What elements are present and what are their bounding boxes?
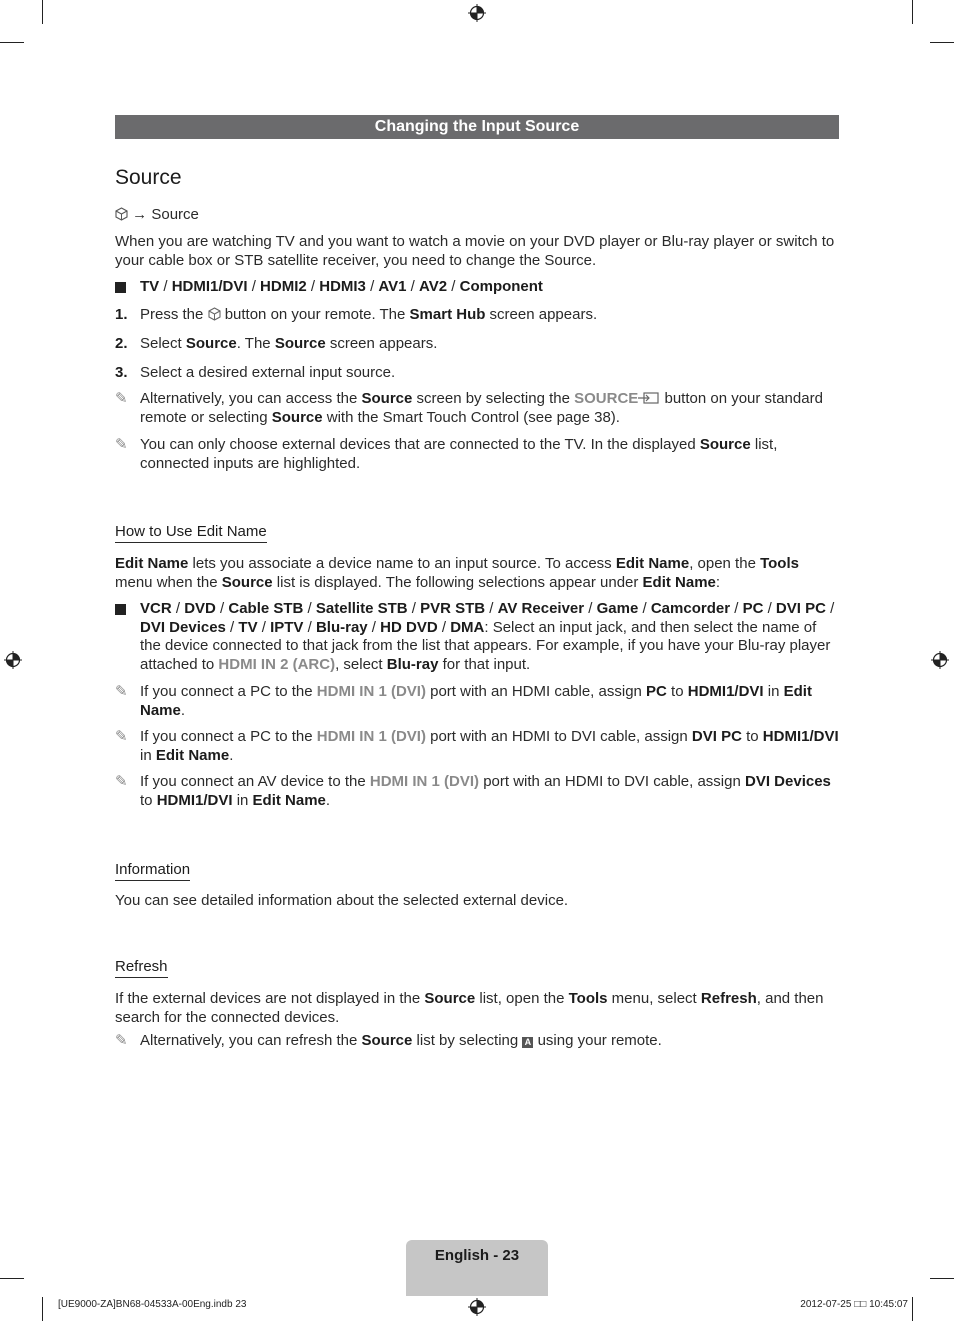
note-pencil-icon: ✎ bbox=[115, 436, 128, 453]
emphasis-text: HDMI1/DVI bbox=[687, 683, 764, 700]
emphasis-text: Camcorder bbox=[650, 600, 731, 617]
emphasis-text: HDMI3 bbox=[319, 278, 366, 295]
print-timestamp: 2012-07-25 □□ 10:45:07 bbox=[800, 1299, 908, 1310]
emphasis-text: Source bbox=[699, 436, 751, 453]
a-button-icon: A bbox=[522, 1037, 533, 1048]
step-text: Select a desired external input source. bbox=[140, 364, 396, 381]
note-text: Alternatively, you can access the Source screen by selecting the SOURCE button on your standard remote or selecting Source with the Smart Touch Control (see page 38). bbox=[140, 390, 823, 426]
edit-name-intro: Edit Name lets you associate a device name to an input source. To access Edit Name, open the Tools menu when the Source list is displayed. The following selections appear under Edit Name: bbox=[115, 555, 799, 591]
emphasis-text: HDMI IN 1 (DVI) bbox=[316, 683, 426, 700]
step-number: 3. bbox=[115, 364, 128, 381]
emphasis-text: PVR STB bbox=[420, 600, 486, 617]
note-text: If you connect a PC to the HDMI IN 1 (DVI) port with an HDMI to DVI cable, assign DVI PC to HDMI1/DVI in Edit Name. bbox=[140, 728, 839, 764]
registration-mark-icon bbox=[468, 4, 486, 22]
page-number-tab bbox=[406, 1240, 548, 1296]
refresh-heading: Refresh bbox=[115, 958, 168, 978]
step-number: 1. bbox=[115, 306, 128, 323]
emphasis-text: Tools bbox=[568, 990, 608, 1007]
refresh-intro: If the external devices are not displayed in the Source list, open the Tools menu, select Refresh, and then search for the connected devices. bbox=[115, 990, 824, 1026]
emphasis-text: Edit Name bbox=[115, 555, 189, 572]
page-title: Source bbox=[115, 166, 182, 189]
menu-path-arrow: → bbox=[132, 206, 148, 223]
emphasis-text: Game bbox=[596, 600, 639, 617]
note-pencil-icon: ✎ bbox=[115, 390, 128, 407]
crop-mark bbox=[42, 1297, 43, 1321]
emphasis-text: DVI PC bbox=[775, 600, 826, 617]
step-text: Select Source. The Source screen appears. bbox=[140, 335, 438, 352]
emphasis-text: HDMI1/DVI bbox=[171, 278, 248, 295]
crop-mark bbox=[0, 1278, 24, 1279]
section-header: Changing the Input Source bbox=[115, 115, 839, 139]
intro-paragraph: When you are watching TV and you want to watch a movie on your DVD player or Blu-ray player or switch to your cable box or STB satellite receiver, you need to change the Source. bbox=[115, 233, 835, 269]
note-pencil-icon: ✎ bbox=[115, 1032, 128, 1049]
note-text: If you connect an AV device to the HDMI IN 1 (DVI) port with an HDMI to DVI cable, assign DVI Devices to HDMI1/DVI in Edit Name. bbox=[140, 773, 831, 809]
emphasis-text: Edit Name bbox=[155, 746, 230, 764]
emphasis-text: Refresh bbox=[700, 990, 757, 1007]
note-pencil-icon: ✎ bbox=[115, 728, 128, 745]
emphasis-text: Source bbox=[361, 390, 413, 407]
emphasis-text: Edit Name bbox=[140, 683, 812, 719]
emphasis-text: PC bbox=[646, 683, 667, 700]
emphasis-text: IPTV bbox=[270, 618, 304, 636]
source-input-icon bbox=[638, 391, 660, 405]
crop-mark bbox=[912, 1297, 913, 1321]
step-number: 2. bbox=[115, 335, 128, 352]
emphasis-text: Edit Name bbox=[252, 791, 326, 809]
emphasis-text: HDMI IN 1 (DVI) bbox=[369, 773, 480, 790]
source-list-text: TV / HDMI1/DVI / HDMI2 / HDMI3 / AV1 / AV2 / Component bbox=[140, 278, 543, 295]
edit-name-options-text: VCR / DVD / Cable STB / Satellite STB / PVR STB / AV Receiver / Game / Camcorder / PC / DVI PC / DVI Devices / TV / IPTV / Blu-ray / HD DVD / DMA: Select an input jack, and then select the name of the device connected to that jack from the list that appears. For example, if you have your Blu-ray player attached to HDMI IN 2 (ARC), select Blu-ray for that input. bbox=[140, 600, 835, 673]
menu-path-label: Source bbox=[151, 206, 199, 223]
registration-mark-icon bbox=[4, 651, 22, 669]
step-text: Press the button on your remote. The Smart Hub screen appears. bbox=[140, 306, 598, 323]
emphasis-text: Edit Name bbox=[615, 555, 690, 572]
emphasis-text: VCR bbox=[140, 600, 172, 617]
emphasis-text: HDMI IN 2 (ARC) bbox=[218, 655, 336, 673]
emphasis-text: Cable STB bbox=[228, 600, 304, 617]
emphasis-text: AV Receiver bbox=[497, 600, 585, 617]
emphasis-text: Source bbox=[221, 573, 273, 591]
bullet-square-icon bbox=[115, 282, 126, 293]
emphasis-text: Source bbox=[361, 1032, 413, 1049]
smart-hub-icon bbox=[208, 307, 221, 321]
crop-mark bbox=[912, 0, 913, 24]
emphasis-text: Source bbox=[271, 408, 323, 426]
emphasis-text: Source bbox=[424, 990, 476, 1007]
emphasis-text: TV bbox=[238, 618, 258, 636]
smart-hub-icon bbox=[115, 207, 128, 221]
registration-mark-icon bbox=[468, 1298, 486, 1316]
emphasis-text: DVI PC bbox=[691, 728, 742, 745]
crop-mark bbox=[930, 42, 954, 43]
emphasis-text: TV bbox=[140, 278, 160, 295]
emphasis-text: HDMI1/DVI bbox=[762, 728, 839, 745]
note-text: You can only choose external devices that are connected to the TV. In the displayed Source list, connected inputs are highlighted. bbox=[140, 436, 778, 472]
emphasis-text: Component bbox=[459, 278, 543, 295]
emphasis-text: PC bbox=[742, 600, 764, 617]
emphasis-text: SOURCE bbox=[574, 390, 639, 407]
note-pencil-icon: ✎ bbox=[115, 683, 128, 700]
emphasis-text: HDMI1/DVI bbox=[156, 791, 233, 809]
emphasis-text: AV1 bbox=[378, 278, 407, 295]
emphasis-text: DVI Devices bbox=[140, 618, 226, 636]
emphasis-text: Edit Name bbox=[642, 573, 716, 591]
emphasis-text: Blu-ray bbox=[386, 655, 439, 673]
menu-path bbox=[115, 206, 839, 225]
print-file-info: [UE9000-ZA]BN68-04533A-00Eng.indb 23 bbox=[58, 1299, 247, 1310]
emphasis-text: Blu-ray bbox=[315, 618, 368, 636]
registration-mark-icon bbox=[931, 651, 949, 669]
emphasis-text: DVI Devices bbox=[745, 773, 831, 790]
emphasis-text: Smart Hub bbox=[409, 306, 486, 323]
emphasis-text: DVD bbox=[184, 600, 216, 617]
page-number: English - 23 bbox=[434, 1247, 520, 1264]
emphasis-text: Satellite STB bbox=[315, 600, 408, 617]
note-pencil-icon: ✎ bbox=[115, 773, 128, 790]
bullet-square-icon bbox=[115, 604, 126, 615]
emphasis-text: HDMI IN 1 (DVI) bbox=[316, 728, 426, 745]
emphasis-text: Source bbox=[274, 335, 326, 352]
information-text: You can see detailed information about the selected external device. bbox=[115, 892, 569, 909]
crop-mark bbox=[42, 0, 43, 24]
edit-name-heading: How to Use Edit Name bbox=[115, 523, 267, 543]
note-text: Alternatively, you can refresh the Source list by selecting A using your remote. bbox=[140, 1032, 662, 1049]
emphasis-text: Source bbox=[185, 335, 237, 352]
crop-mark bbox=[930, 1278, 954, 1279]
note-text: If you connect a PC to the HDMI IN 1 (DVI) port with an HDMI cable, assign PC to HDMI1/DVI in Edit Name. bbox=[140, 683, 812, 719]
information-heading: Information bbox=[115, 861, 190, 881]
emphasis-text: DMA bbox=[450, 618, 485, 636]
emphasis-text: HDMI2 bbox=[260, 278, 307, 295]
emphasis-text: Tools bbox=[760, 555, 799, 572]
crop-mark bbox=[0, 42, 24, 43]
emphasis-text: AV2 bbox=[419, 278, 448, 295]
emphasis-text: HD DVD bbox=[380, 618, 438, 636]
